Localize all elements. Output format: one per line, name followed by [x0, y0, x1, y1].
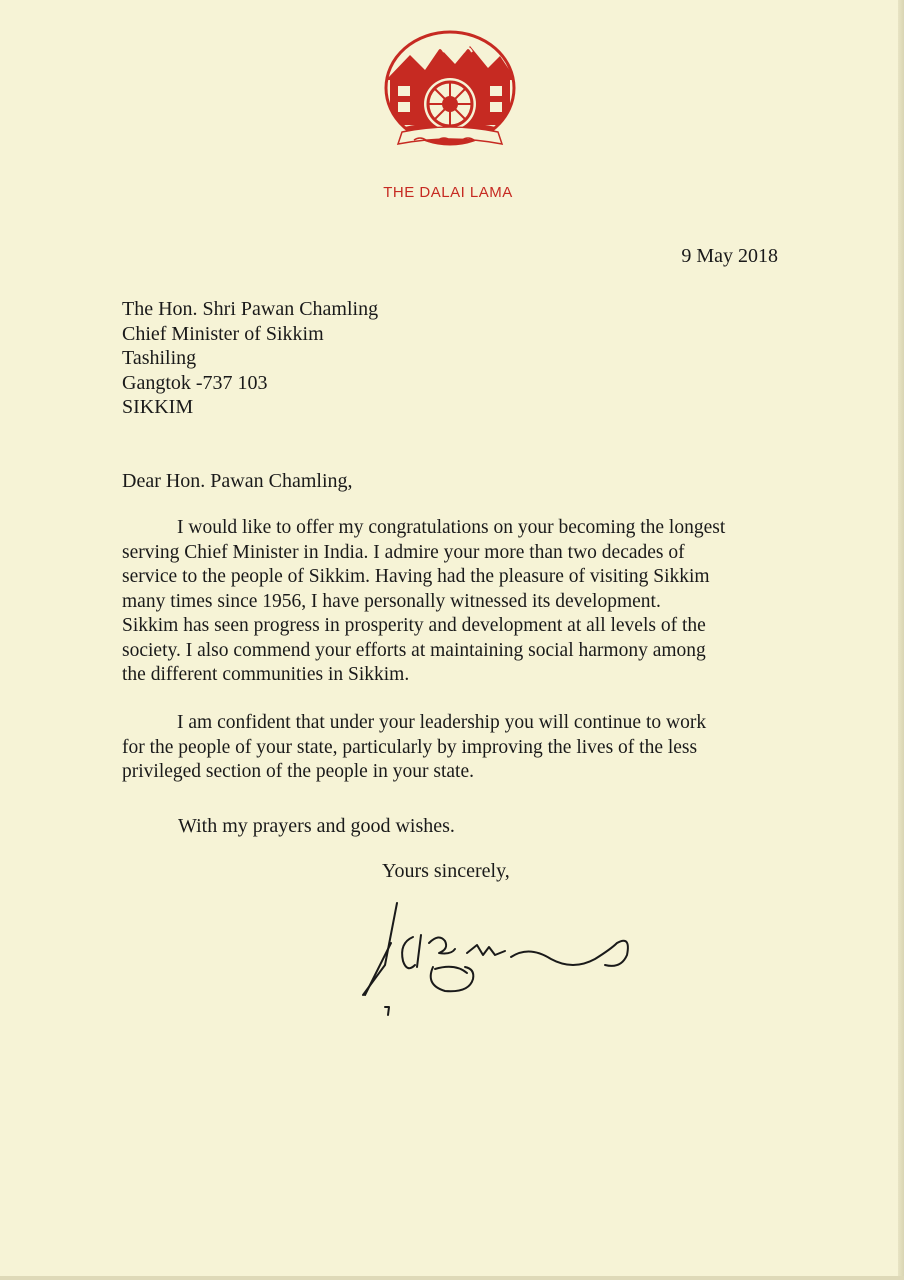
- paragraph-line: the different communities in Sikkim.: [122, 664, 410, 685]
- recipient-locality: Tashiling: [122, 347, 197, 369]
- signature-icon: [355, 895, 645, 1020]
- recipient-address: [122, 297, 378, 420]
- body-paragraph-1: [122, 516, 782, 688]
- signature: [355, 895, 645, 1020]
- paragraph-line: many times since 1956, I have personally witnessed its development.: [122, 590, 661, 612]
- paragraph-line: service to the people of Sikkim. Having had the pleasure of visiting Sikkim: [122, 566, 710, 587]
- salutation: Dear Hon. Pawan Chamling,: [122, 470, 353, 492]
- recipient-city: Gangtok -737 103: [122, 371, 268, 394]
- page-edge: [0, 1276, 904, 1280]
- body-paragraph-2: [122, 711, 782, 785]
- seal-logo: [380, 30, 520, 160]
- recipient-name: The Hon. Shri Pawan Chamling: [122, 298, 379, 320]
- page-edge: [898, 0, 904, 1280]
- letter-date: 9 May 2018: [681, 245, 778, 267]
- paragraph-line: privileged section of the people in your state.: [122, 761, 474, 782]
- paragraph-line: for the people of your state, particularly by improving the lives of the less: [122, 736, 698, 758]
- letterhead-title: THE DALAI LAMA: [383, 184, 513, 201]
- paragraph-line: serving Chief Minister in India. I admire your more than two decades of: [122, 541, 685, 563]
- recipient-state: SIKKIM: [122, 396, 194, 418]
- paragraph-line: society. I also commend your efforts at maintaining social harmony among: [122, 639, 706, 661]
- paragraph-line: I would like to offer my congratulations on your becoming the longest: [177, 517, 726, 538]
- signoff: Yours sincerely,: [382, 860, 510, 882]
- seal-icon: [380, 30, 520, 160]
- recipient-title: Chief Minister of Sikkim: [122, 322, 324, 345]
- paragraph-line: Sikkim has seen progress in prosperity and development at all levels of the: [122, 615, 706, 636]
- paragraph-line: I am confident that under your leadership you will continue to work: [177, 712, 707, 733]
- closing-line: With my prayers and good wishes.: [178, 815, 455, 837]
